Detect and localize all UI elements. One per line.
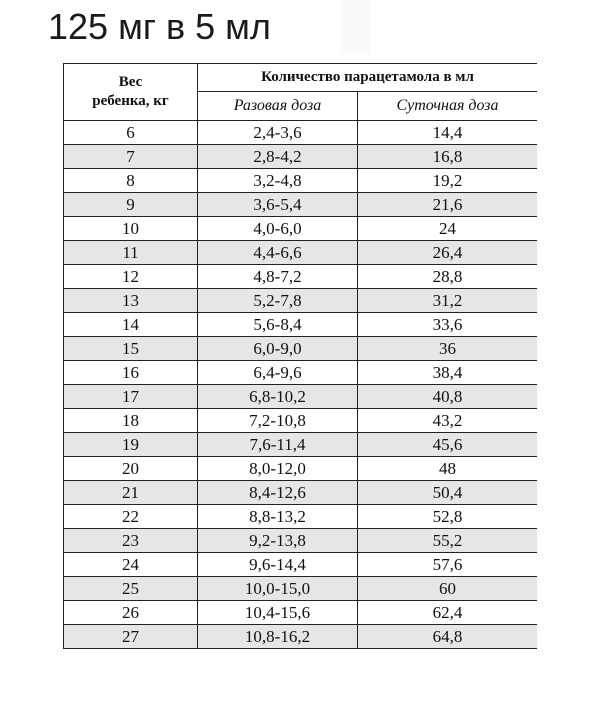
- cell-single-dose: 9,6-14,4: [198, 553, 358, 577]
- table-row: [64, 385, 538, 409]
- cell-single-dose: 5,2-7,8: [198, 289, 358, 313]
- cell-daily-dose: 21,6: [358, 193, 538, 217]
- cell-weight: 13: [64, 289, 198, 313]
- cell-weight: 20: [64, 457, 198, 481]
- cell-single-dose: 6,8-10,2: [198, 385, 358, 409]
- cell-single-dose: 10,8-16,2: [198, 625, 358, 649]
- cell-daily-dose: 16,8: [358, 145, 538, 169]
- cell-weight: 7: [64, 145, 198, 169]
- table-row: [64, 433, 538, 457]
- table-row: [64, 193, 538, 217]
- table-row: [64, 481, 538, 505]
- table-row: [64, 121, 538, 145]
- table-row: [64, 529, 538, 553]
- cell-single-dose: 7,6-11,4: [198, 433, 358, 457]
- cell-daily-dose: 36: [358, 337, 538, 361]
- cell-weight: 24: [64, 553, 198, 577]
- cell-single-dose: 10,0-15,0: [198, 577, 358, 601]
- table-row: [64, 505, 538, 529]
- page-title: 125 мг в 5 мл: [48, 6, 271, 47]
- cell-weight: 21: [64, 481, 198, 505]
- cell-weight: 18: [64, 409, 198, 433]
- cell-weight: 26: [64, 601, 198, 625]
- cell-weight: 12: [64, 265, 198, 289]
- cell-daily-dose: 43,2: [358, 409, 538, 433]
- cell-daily-dose: 40,8: [358, 385, 538, 409]
- table-row: [64, 265, 538, 289]
- cell-weight: 11: [64, 241, 198, 265]
- table-row: [64, 457, 538, 481]
- cell-daily-dose: 45,6: [358, 433, 538, 457]
- header-weight: [64, 64, 198, 121]
- cell-weight: 16: [64, 361, 198, 385]
- cell-weight: 25: [64, 577, 198, 601]
- cell-weight: 6: [64, 121, 198, 145]
- table-row: [64, 601, 538, 625]
- table-body: [64, 121, 538, 649]
- cell-daily-dose: 62,4: [358, 601, 538, 625]
- table-row: [64, 577, 538, 601]
- cell-single-dose: 8,4-12,6: [198, 481, 358, 505]
- cell-daily-dose: 24: [358, 217, 538, 241]
- cell-weight: 22: [64, 505, 198, 529]
- cell-single-dose: 4,8-7,2: [198, 265, 358, 289]
- cell-weight: 9: [64, 193, 198, 217]
- cell-daily-dose: 28,8: [358, 265, 538, 289]
- table-header: [64, 64, 538, 121]
- cell-single-dose: 8,8-13,2: [198, 505, 358, 529]
- cell-daily-dose: 38,4: [358, 361, 538, 385]
- table-row: [64, 241, 538, 265]
- title-shadow-mask: [340, 0, 370, 55]
- table-row: [64, 361, 538, 385]
- cell-weight: 8: [64, 169, 198, 193]
- cell-daily-dose: 52,8: [358, 505, 538, 529]
- cell-single-dose: 8,0-12,0: [198, 457, 358, 481]
- cell-single-dose: 10,4-15,6: [198, 601, 358, 625]
- cell-weight: 14: [64, 313, 198, 337]
- cell-single-dose: 9,2-13,8: [198, 529, 358, 553]
- table-row: [64, 553, 538, 577]
- cell-single-dose: 3,6-5,4: [198, 193, 358, 217]
- header-weight-line2: ребенка, кг: [92, 93, 169, 109]
- cell-weight: 15: [64, 337, 198, 361]
- cell-single-dose: 6,0-9,0: [198, 337, 358, 361]
- table-row: [64, 313, 538, 337]
- cell-single-dose: 6,4-9,6: [198, 361, 358, 385]
- cell-daily-dose: 50,4: [358, 481, 538, 505]
- cell-single-dose: 2,4-3,6: [198, 121, 358, 145]
- cell-daily-dose: 57,6: [358, 553, 538, 577]
- cell-single-dose: 7,2-10,8: [198, 409, 358, 433]
- table-row: [64, 337, 538, 361]
- cell-single-dose: 3,2-4,8: [198, 169, 358, 193]
- cell-single-dose: 4,0-6,0: [198, 217, 358, 241]
- header-daily-dose: Суточная доза: [358, 92, 538, 121]
- cell-weight: 19: [64, 433, 198, 457]
- table-row: [64, 289, 538, 313]
- cell-daily-dose: 19,2: [358, 169, 538, 193]
- cell-daily-dose: 33,6: [358, 313, 538, 337]
- dosage-table: [63, 63, 537, 649]
- cell-single-dose: 4,4-6,6: [198, 241, 358, 265]
- cell-daily-dose: 60: [358, 577, 538, 601]
- cell-weight: 10: [64, 217, 198, 241]
- header-weight-line1: Вес: [118, 74, 143, 90]
- table-row: [64, 409, 538, 433]
- cell-daily-dose: 31,2: [358, 289, 538, 313]
- cell-weight: 27: [64, 625, 198, 649]
- cell-weight: 23: [64, 529, 198, 553]
- cell-weight: 17: [64, 385, 198, 409]
- header-single-dose: Разовая доза: [198, 92, 358, 121]
- cell-daily-dose: 48: [358, 457, 538, 481]
- table-row: [64, 625, 538, 649]
- cell-daily-dose: 64,8: [358, 625, 538, 649]
- table-row: [64, 169, 538, 193]
- table-row: [64, 217, 538, 241]
- cell-daily-dose: 26,4: [358, 241, 538, 265]
- cell-single-dose: 2,8-4,2: [198, 145, 358, 169]
- cell-daily-dose: 14,4: [358, 121, 538, 145]
- cell-daily-dose: 55,2: [358, 529, 538, 553]
- cell-single-dose: 5,6-8,4: [198, 313, 358, 337]
- table-row: [64, 145, 538, 169]
- dosage-table-container: [63, 63, 537, 701]
- header-paracetamol-amount: Количество парацетамола в мл: [198, 64, 538, 92]
